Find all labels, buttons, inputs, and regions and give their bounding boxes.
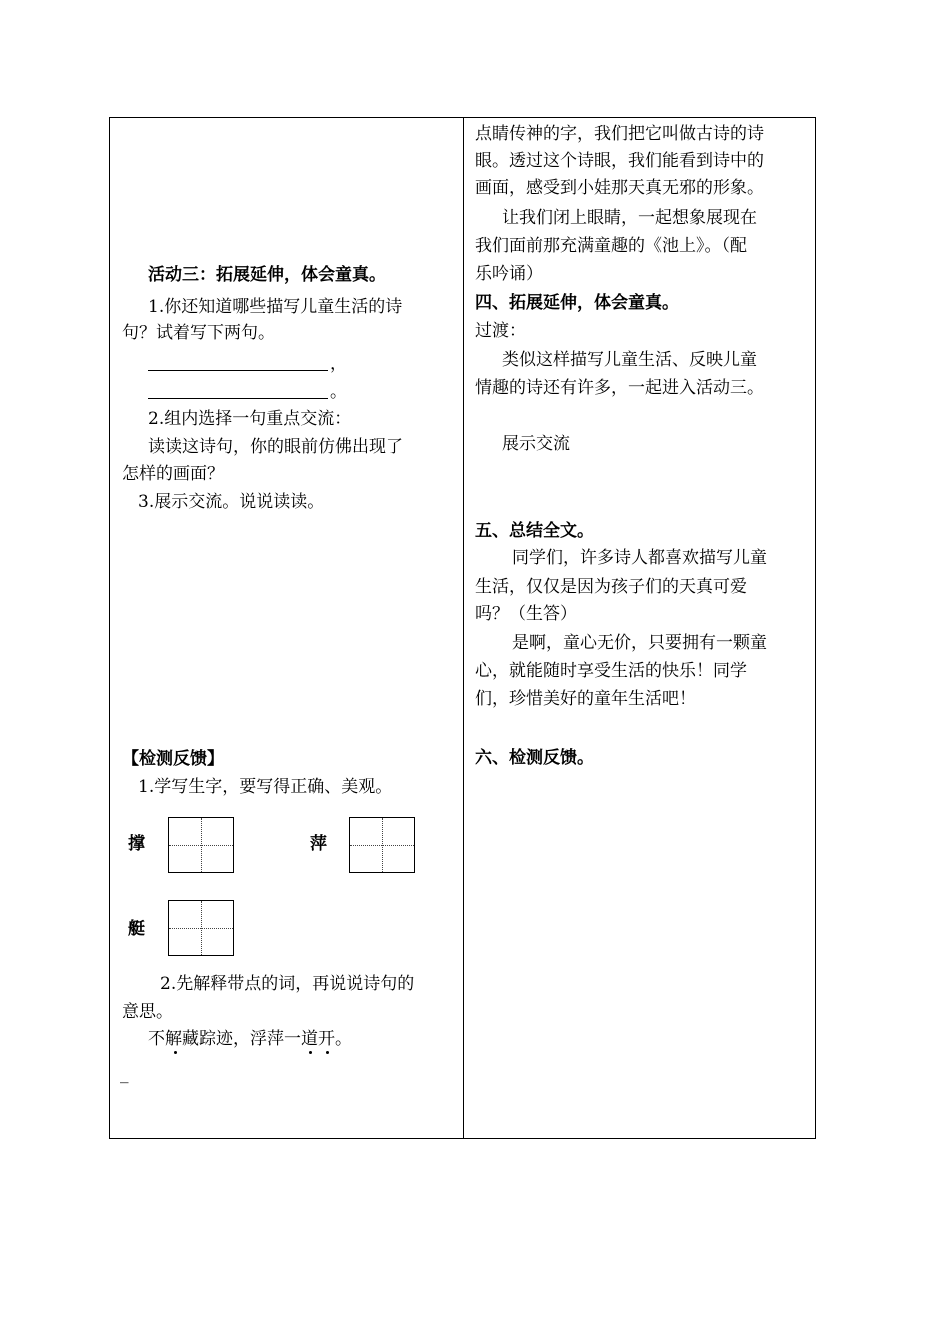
practice-char-2: 萍 xyxy=(310,834,327,854)
section-5-title: 五、总结全文。 xyxy=(475,521,594,541)
paragraph-2-line2: 我们面前那充满童趣的《池上》。（配 xyxy=(475,236,747,256)
paragraph-4-line1: 同学们，许多诗人都喜欢描写儿童 xyxy=(512,548,767,568)
paragraph-5-line3: 们，珍惜美好的童年生活吧！ xyxy=(475,689,696,709)
question-3: 3.展示交流。说说读读。 xyxy=(138,492,325,512)
show-exchange: 展示交流 xyxy=(502,434,570,454)
paragraph-4-line2: 生活，仅仅是因为孩子们的天真可爱 xyxy=(475,577,747,597)
emphasis-dot xyxy=(174,1051,177,1054)
activity3-title: 活动三：拓展延伸，体会童真。 xyxy=(148,265,386,285)
question-2-sub-line1: 读读这诗句，你的眼前仿佛出现了 xyxy=(148,437,403,457)
feedback-title: 【检测反馈】 xyxy=(122,749,224,769)
section-4-title: 四、拓展延伸，体会童真。 xyxy=(475,293,679,313)
emphasis-dot xyxy=(326,1051,329,1054)
writing-grid-2[interactable] xyxy=(349,817,415,873)
writing-grid-3[interactable] xyxy=(168,900,234,956)
trailing-mark: _ xyxy=(120,1064,129,1084)
paragraph-5-line2: 心，就能随时享受生活的快乐！同学 xyxy=(475,661,747,681)
emphasis-dot xyxy=(309,1051,312,1054)
paragraph-3-line1: 类似这样描写儿童生活、反映儿童 xyxy=(502,350,757,370)
paragraph-4-line3: 吗？（生答） xyxy=(475,604,577,624)
feedback-item-2-line2: 意思。 xyxy=(122,1002,173,1022)
paragraph-3-line2: 情趣的诗还有许多，一起进入活动三。 xyxy=(475,378,764,398)
question-2: 2.组内选择一句重点交流： xyxy=(148,409,352,429)
paragraph-5-line1: 是啊，童心无价，只要拥有一颗童 xyxy=(512,633,767,653)
paragraph-2-line1: 让我们闭上眼睛，一起想象展现在 xyxy=(502,208,757,228)
feedback-item-1: 1.学写生字，要写得正确、美观。 xyxy=(138,777,393,797)
question-1-line1: 1.你还知道哪些描写儿童生活的诗 xyxy=(148,297,403,317)
poem-verse: 不解藏踪迹，浮萍一道开。 xyxy=(148,1029,352,1049)
paragraph-2-line3: 乐吟诵） xyxy=(475,264,543,284)
column-divider xyxy=(463,118,464,1138)
practice-char-3: 艇 xyxy=(128,919,145,939)
paragraph-1-line2: 眼。透过这个诗眼，我们能看到诗中的 xyxy=(475,151,764,171)
feedback-item-2-line1: 2.先解释带点的词，再说说诗句的 xyxy=(160,974,415,994)
paragraph-1-line3: 画面，感受到小娃那天真无邪的形象。 xyxy=(475,178,764,198)
answer-blank-2-punct: 。 xyxy=(330,382,347,402)
paragraph-1-line1: 点睛传神的字，我们把它叫做古诗的诗 xyxy=(475,124,764,144)
question-1-line2: 句？试着写下两句。 xyxy=(122,323,275,343)
answer-blank-1[interactable] xyxy=(148,370,328,371)
section-6-title: 六、检测反馈。 xyxy=(475,748,594,768)
question-2-sub-line2: 怎样的画面？ xyxy=(122,464,224,484)
answer-blank-1-punct: ， xyxy=(330,354,347,374)
practice-char-1: 撑 xyxy=(128,834,145,854)
lesson-table xyxy=(109,117,816,1139)
answer-blank-2[interactable] xyxy=(148,398,328,399)
transition-label: 过渡： xyxy=(475,321,526,341)
writing-grid-1[interactable] xyxy=(168,817,234,873)
